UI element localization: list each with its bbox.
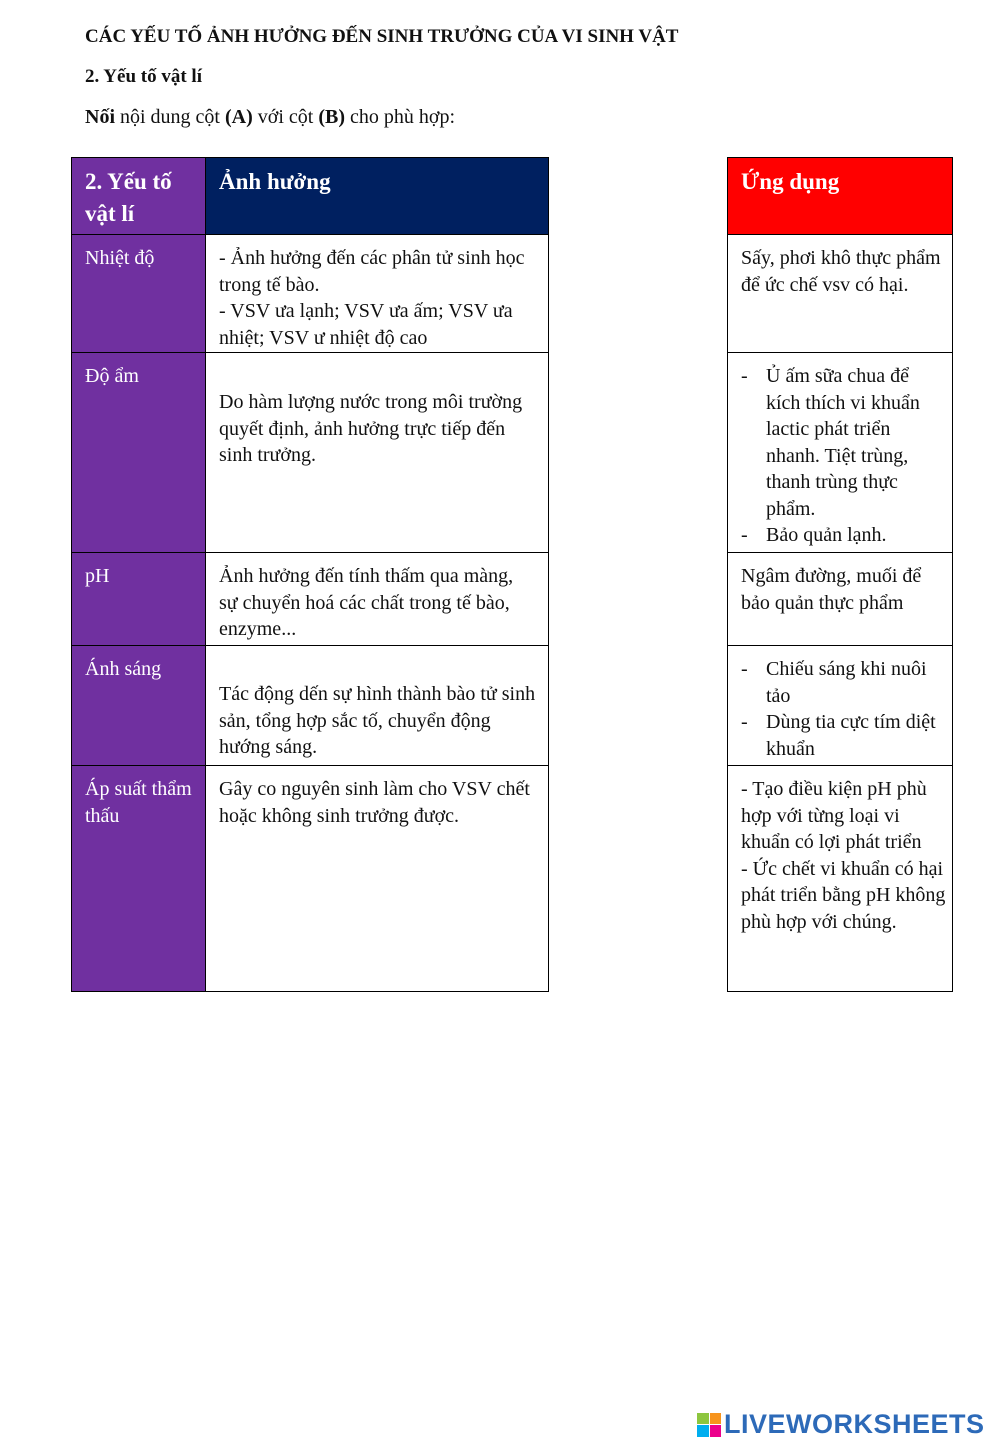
table-header-row xyxy=(72,158,549,235)
header-application: Ứng dụng xyxy=(728,158,953,235)
factor-cell-light: Ánh sáng xyxy=(72,646,206,766)
table-header-row xyxy=(728,158,953,235)
instruction-text-a: nội dung cột xyxy=(115,106,225,128)
table-row xyxy=(728,766,953,992)
factors-effects-table xyxy=(71,157,549,992)
table-row xyxy=(72,766,549,992)
effect-cell-humidity: Do hàm lượng nước trong môi trường quyết định, ảnh hưởng trực tiếp đến sinh trưởng. xyxy=(206,353,549,553)
table-row xyxy=(728,235,953,353)
instruction-text xyxy=(85,106,455,129)
table-row xyxy=(728,553,953,646)
table-row xyxy=(728,646,953,766)
list-item xyxy=(741,709,946,762)
instruction-column-b: (B) xyxy=(318,106,346,128)
bullet-dash: - xyxy=(741,365,748,387)
application-cell-4 xyxy=(728,646,953,766)
list-item xyxy=(741,656,946,709)
application-cell-3: Ngâm đường, muối để bảo quản thực phẩm xyxy=(728,553,953,646)
table-row xyxy=(72,235,549,353)
list-item xyxy=(741,522,946,549)
header-factor: 2. Yếu tố vật lí xyxy=(72,158,206,235)
liveworksheets-logo xyxy=(697,1409,985,1440)
bullet-dash: - xyxy=(741,658,748,680)
list-item-text: Chiếu sáng khi nuôi tảo xyxy=(766,658,927,707)
factor-cell-temperature: Nhiệt độ xyxy=(72,235,206,353)
list-item-text: Bảo quản lạnh. xyxy=(766,524,887,546)
effect-cell-light: Tác động dến sự hình thành bào tử sinh sản, tổng hợp sắc tố, chuyển động hướng sáng. xyxy=(206,646,549,766)
factor-cell-ph: pH xyxy=(72,553,206,646)
factor-cell-humidity: Độ ẩm xyxy=(72,353,206,553)
table-row xyxy=(72,553,549,646)
header-effect: Ảnh hưởng xyxy=(206,158,549,235)
table-row xyxy=(72,353,549,553)
section-subtitle: 2. Yếu tố vật lí xyxy=(85,66,202,87)
logo-mark-icon xyxy=(697,1413,721,1437)
instruction-text-c: cho phù hợp: xyxy=(345,106,456,128)
effect-cell-ph: Ảnh hưởng đến tính thấm qua màng, sự chuyển hoá các chất trong tế bào, enzyme... xyxy=(206,553,549,646)
application-cell-1: Sấy, phơi khô thực phẩm để ức chế vsv có hại. xyxy=(728,235,953,353)
applications-table xyxy=(727,157,953,992)
effect-cell-temperature: - Ảnh hưởng đến các phân tử sinh học trong tế bào. - VSV ưa lạnh; VSV ưa ấm; VSV ưa nhiệt; VSV ư nhiệt độ cao xyxy=(206,235,549,353)
table-row xyxy=(728,353,953,553)
list-item xyxy=(741,363,946,522)
instruction-bold-connect: Nối xyxy=(85,106,115,128)
bullet-dash: - xyxy=(741,524,748,546)
instruction-column-a: (A) xyxy=(225,106,253,128)
application-cell-5: - Tạo điều kiện pH phù hợp với từng loại vi khuẩn có lợi phát triển - Ức chết vi khuẩn có hại phát triển bằng pH không phù hợp với chúng. xyxy=(728,766,953,992)
page-title: CÁC YẾU TỐ ẢNH HƯỞNG ĐẾN SINH TRƯỞNG CỦA VI SINH VẬT xyxy=(85,26,679,47)
table-row xyxy=(72,646,549,766)
factor-cell-osmotic-pressure: Áp suất thẩm thấu xyxy=(72,766,206,992)
list-item-text: Dùng tia cực tím diệt khuẩn xyxy=(766,711,936,760)
bullet-dash: - xyxy=(741,711,748,733)
application-cell-2 xyxy=(728,353,953,553)
instruction-text-b: với cột xyxy=(252,106,319,128)
list-item-text: Ủ ấm sữa chua để kích thích vi khuẩn lactic phát triển nhanh. Tiệt trùng, thanh trùng thực phẩm. xyxy=(766,365,920,520)
effect-cell-osmotic-pressure: Gây co nguyên sinh làm cho VSV chết hoặc không sinh trưởng được. xyxy=(206,766,549,992)
logo-text: LIVEWORKSHEETS xyxy=(724,1409,985,1439)
